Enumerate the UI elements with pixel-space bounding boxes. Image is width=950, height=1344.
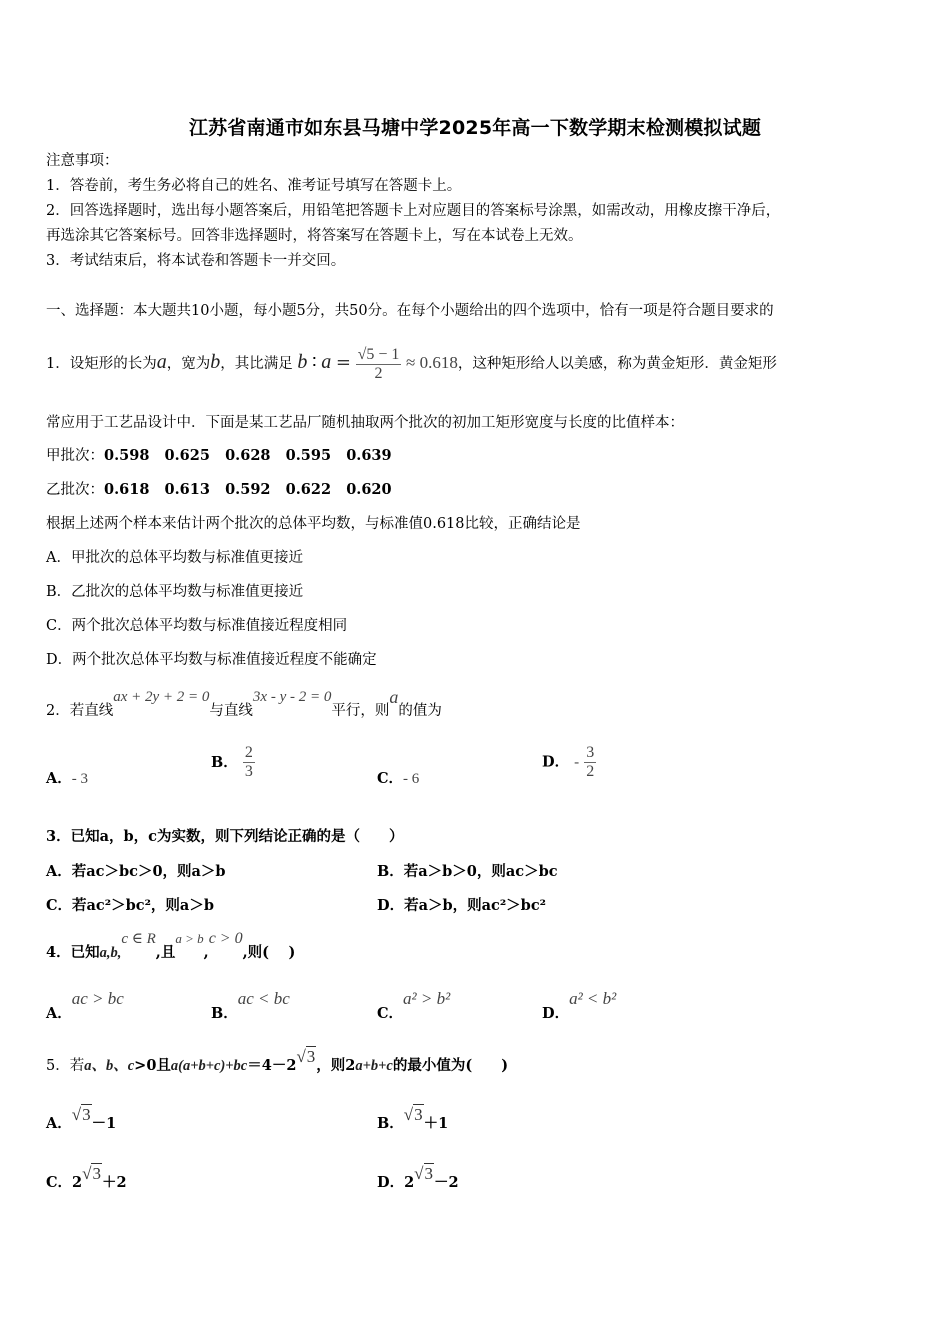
q5-option-a-label: A． [46,1115,72,1132]
q5-option-d [377,1164,459,1198]
q4-option-c-label: C． [377,1005,404,1022]
q5-option-a-radicand: 3 [82,1105,91,1124]
q2-option-c [377,770,419,788]
q2-option-c-label: C． [377,770,404,787]
q1-batch-a [46,447,392,465]
q2-option-d-numerator: 3 [586,744,595,761]
q5-option-c-sqrt: √3 [82,1164,101,1183]
q2-option-b-numerator: 2 [244,744,253,761]
q1-text-4: ，这种矩形给人以美感，称为黄金矩形．黄金矩形 [457,356,777,372]
q2-text-3: 平行，则 [331,703,390,719]
q5-text-1: 5．若 [46,1058,85,1074]
q4-text-3: , [203,944,209,961]
q4-option-b-value: ac < bc [237,989,290,1008]
q3-option-c: C．若ac²＞bc²，则a＞b [46,897,214,914]
q4-text-2: ,且 [155,944,176,961]
q5-vars: a、b、c [84,1058,135,1074]
q1-text-1: 1．设矩形的长为 [46,356,157,372]
q1-golden-fraction [356,346,402,383]
q4-condition-c-positive: c > 0 [208,930,243,947]
q4-vars: a,b, [99,945,122,961]
q1-text-3: ，其比满足 [220,356,293,372]
q1-var-b: b [210,351,221,373]
q4-option-b [211,990,290,1021]
q1-ratio-a: a [321,351,332,373]
q3-option-b: B．若a＞b＞0，则ac＞bc [377,863,558,880]
q4-option-d-value: a² < b² [569,989,617,1008]
q5-option-b-radicand: 3 [414,1105,423,1124]
q1-batch-a-values: 0.598 0.625 0.628 0.595 0.639 [104,447,392,464]
notice-item-3: 3．考试结束后，将本试卷和答题卡一并交回。 [46,253,346,269]
q1-approx: ≈ 0.618 [405,353,458,372]
q5-option-c-prefix: 2 [72,1174,83,1191]
q5-option-b-sqrt: √3 [403,1105,423,1124]
q2-option-d-fraction [584,744,596,781]
q2-option-a-value: - 3 [71,771,89,787]
q2-option-b-denominator: 3 [244,763,253,780]
q1-batch-b-label: 乙批次： [46,482,104,498]
q5-option-b-label: B． [377,1115,404,1132]
q5-option-d-label: D． [377,1174,405,1191]
q5-option-c-suffix: ＋2 [101,1174,127,1191]
section-heading: 一、选择题：本大题共10小题，每小题5分，共50分。在每个小题给出的四个选项中，恰有一项是符合题目要求的 [46,303,774,319]
q2-option-d [542,744,596,781]
q5-option-c [46,1164,127,1198]
notice-item-2a: 2．回答选择题时，选出每小题答案后，用铅笔把答题卡上对应题目的答案标号涂黑，如需改动，用橡皮擦干净后， [46,203,781,219]
q5-text-6: ，则2 [316,1057,356,1074]
q5-expression: a(a+b+c)+bc [170,1058,248,1074]
q4-option-c [377,990,450,1021]
q5-option-b [377,1105,449,1139]
q1-batch-a-label: 甲批次： [46,448,104,464]
q2-option-b-fraction [243,744,255,781]
q5-option-d-radicand: 3 [424,1164,434,1183]
q5-target-expression: a+b+c [355,1058,393,1074]
q2-option-d-sign: - [574,754,580,771]
notice-heading: 注意事项： [46,153,119,169]
notice-item-1: 1．答卷前，考生务必将自己的姓名、准考证号填写在答题卡上。 [46,178,462,194]
q1-ratio-b: b [297,351,308,373]
q2-option-a [46,770,88,788]
q5-option-a [46,1105,117,1139]
q1-option-c: C．两个批次总体平均数与标准值接近程度相同 [46,618,348,634]
q5-option-c-radicand: 3 [92,1164,101,1183]
q2-option-c-value: - 6 [403,771,420,787]
q4-option-b-label: B． [211,1005,238,1022]
q2-option-d-denominator: 2 [586,763,595,780]
q2-text-2: 与直线 [209,703,253,719]
q5-option-d-sqrt: √3 [414,1164,434,1183]
q2-option-b [211,744,255,781]
q4-stem [46,932,295,962]
q5-option-a-suffix: －1 [91,1115,117,1132]
q5-text-5: ＝4－2 [247,1057,297,1074]
q2-var-a: a [389,687,399,707]
q1-equals: = [335,352,351,373]
notice-item-2b: 再选涂其它答案标号。回答非选择题时，将答案写在答题卡上，写在本试卷上无效。 [46,228,583,244]
q4-text-4: ,则( ) [242,944,296,961]
q2-text-4: 的值为 [398,703,442,719]
q2-option-a-label: A． [46,770,72,787]
q5-sqrt-radicand: 3 [306,1047,316,1066]
q1-batch-b [46,481,392,499]
q2-stem [46,688,442,720]
q5-text-8: 的最小值为( ) [392,1057,509,1074]
q2-option-d-label: D． [542,753,570,771]
q5-option-c-label: C． [46,1174,73,1191]
page-title: 江苏省南通市如东县马塘中学2025年高一下数学期末检测模拟试题 [188,117,762,139]
q4-option-c-value: a² > b² [403,989,451,1008]
q5-option-b-suffix: ＋1 [423,1115,449,1132]
q1-question: 根据上述两个样本来估计两个批次的总体平均数，与标准值0.618比较，正确结论是 [46,516,581,532]
q4-option-d-label: D． [542,1005,570,1022]
q4-text-1: 4．已知 [46,944,100,961]
q1-var-a: a [156,351,167,373]
q4-condition-c-real: c ∈ R [121,931,156,947]
q3-option-a: A．若ac＞bc＞0，则a＞b [46,863,226,880]
q4-option-d [542,990,616,1021]
q1-option-a: A．甲批次的总体平均数与标准值更接近 [46,550,303,566]
q4-condition-a-gt-b: a > b [175,931,204,946]
q3-stem: 3．已知a，b，c为实数，则下列结论正确的是（ ） [46,828,404,845]
q1-text-2: ，宽为 [166,356,211,372]
q1-colon: ∶ [311,352,317,373]
q5-sqrt: √3 [296,1047,316,1066]
q5-option-d-prefix: 2 [404,1174,415,1191]
q2-line-1-equation: ax + 2y + 2 = 0 [113,689,210,705]
q2-text-1: 2．若直线 [46,703,114,719]
q1-fraction-denominator: 2 [374,364,383,382]
q3-option-d: D．若a＞b，则ac²＞bc² [377,897,547,914]
q1-stem-line2: 常应用于工艺品设计中．下面是某工艺品厂随机抽取两个批次的初加工矩形宽度与长度的比值样本： [46,415,684,431]
q2-option-b-label: B． [211,753,238,771]
q5-option-d-suffix: －2 [434,1174,459,1191]
q5-text-3: >0且 [134,1057,171,1074]
q5-stem [46,1047,509,1081]
q5-option-a-sqrt: √3 [71,1105,91,1124]
q4-option-a-label: A． [46,1005,72,1022]
q1-batch-b-values: 0.618 0.613 0.592 0.622 0.620 [104,481,392,498]
q1-stem-line1 [46,344,777,383]
q1-option-d: D．两个批次总体平均数与标准值接近程度不能确定 [46,652,377,668]
q1-fraction-numerator: √5 − 1 [357,345,400,363]
q4-option-a [46,990,124,1021]
q4-option-a-value: ac > bc [71,989,124,1008]
q2-line-2-equation: 3x - y - 2 = 0 [252,689,332,705]
q1-option-b: B．乙批次的总体平均数与标准值更接近 [46,584,304,600]
